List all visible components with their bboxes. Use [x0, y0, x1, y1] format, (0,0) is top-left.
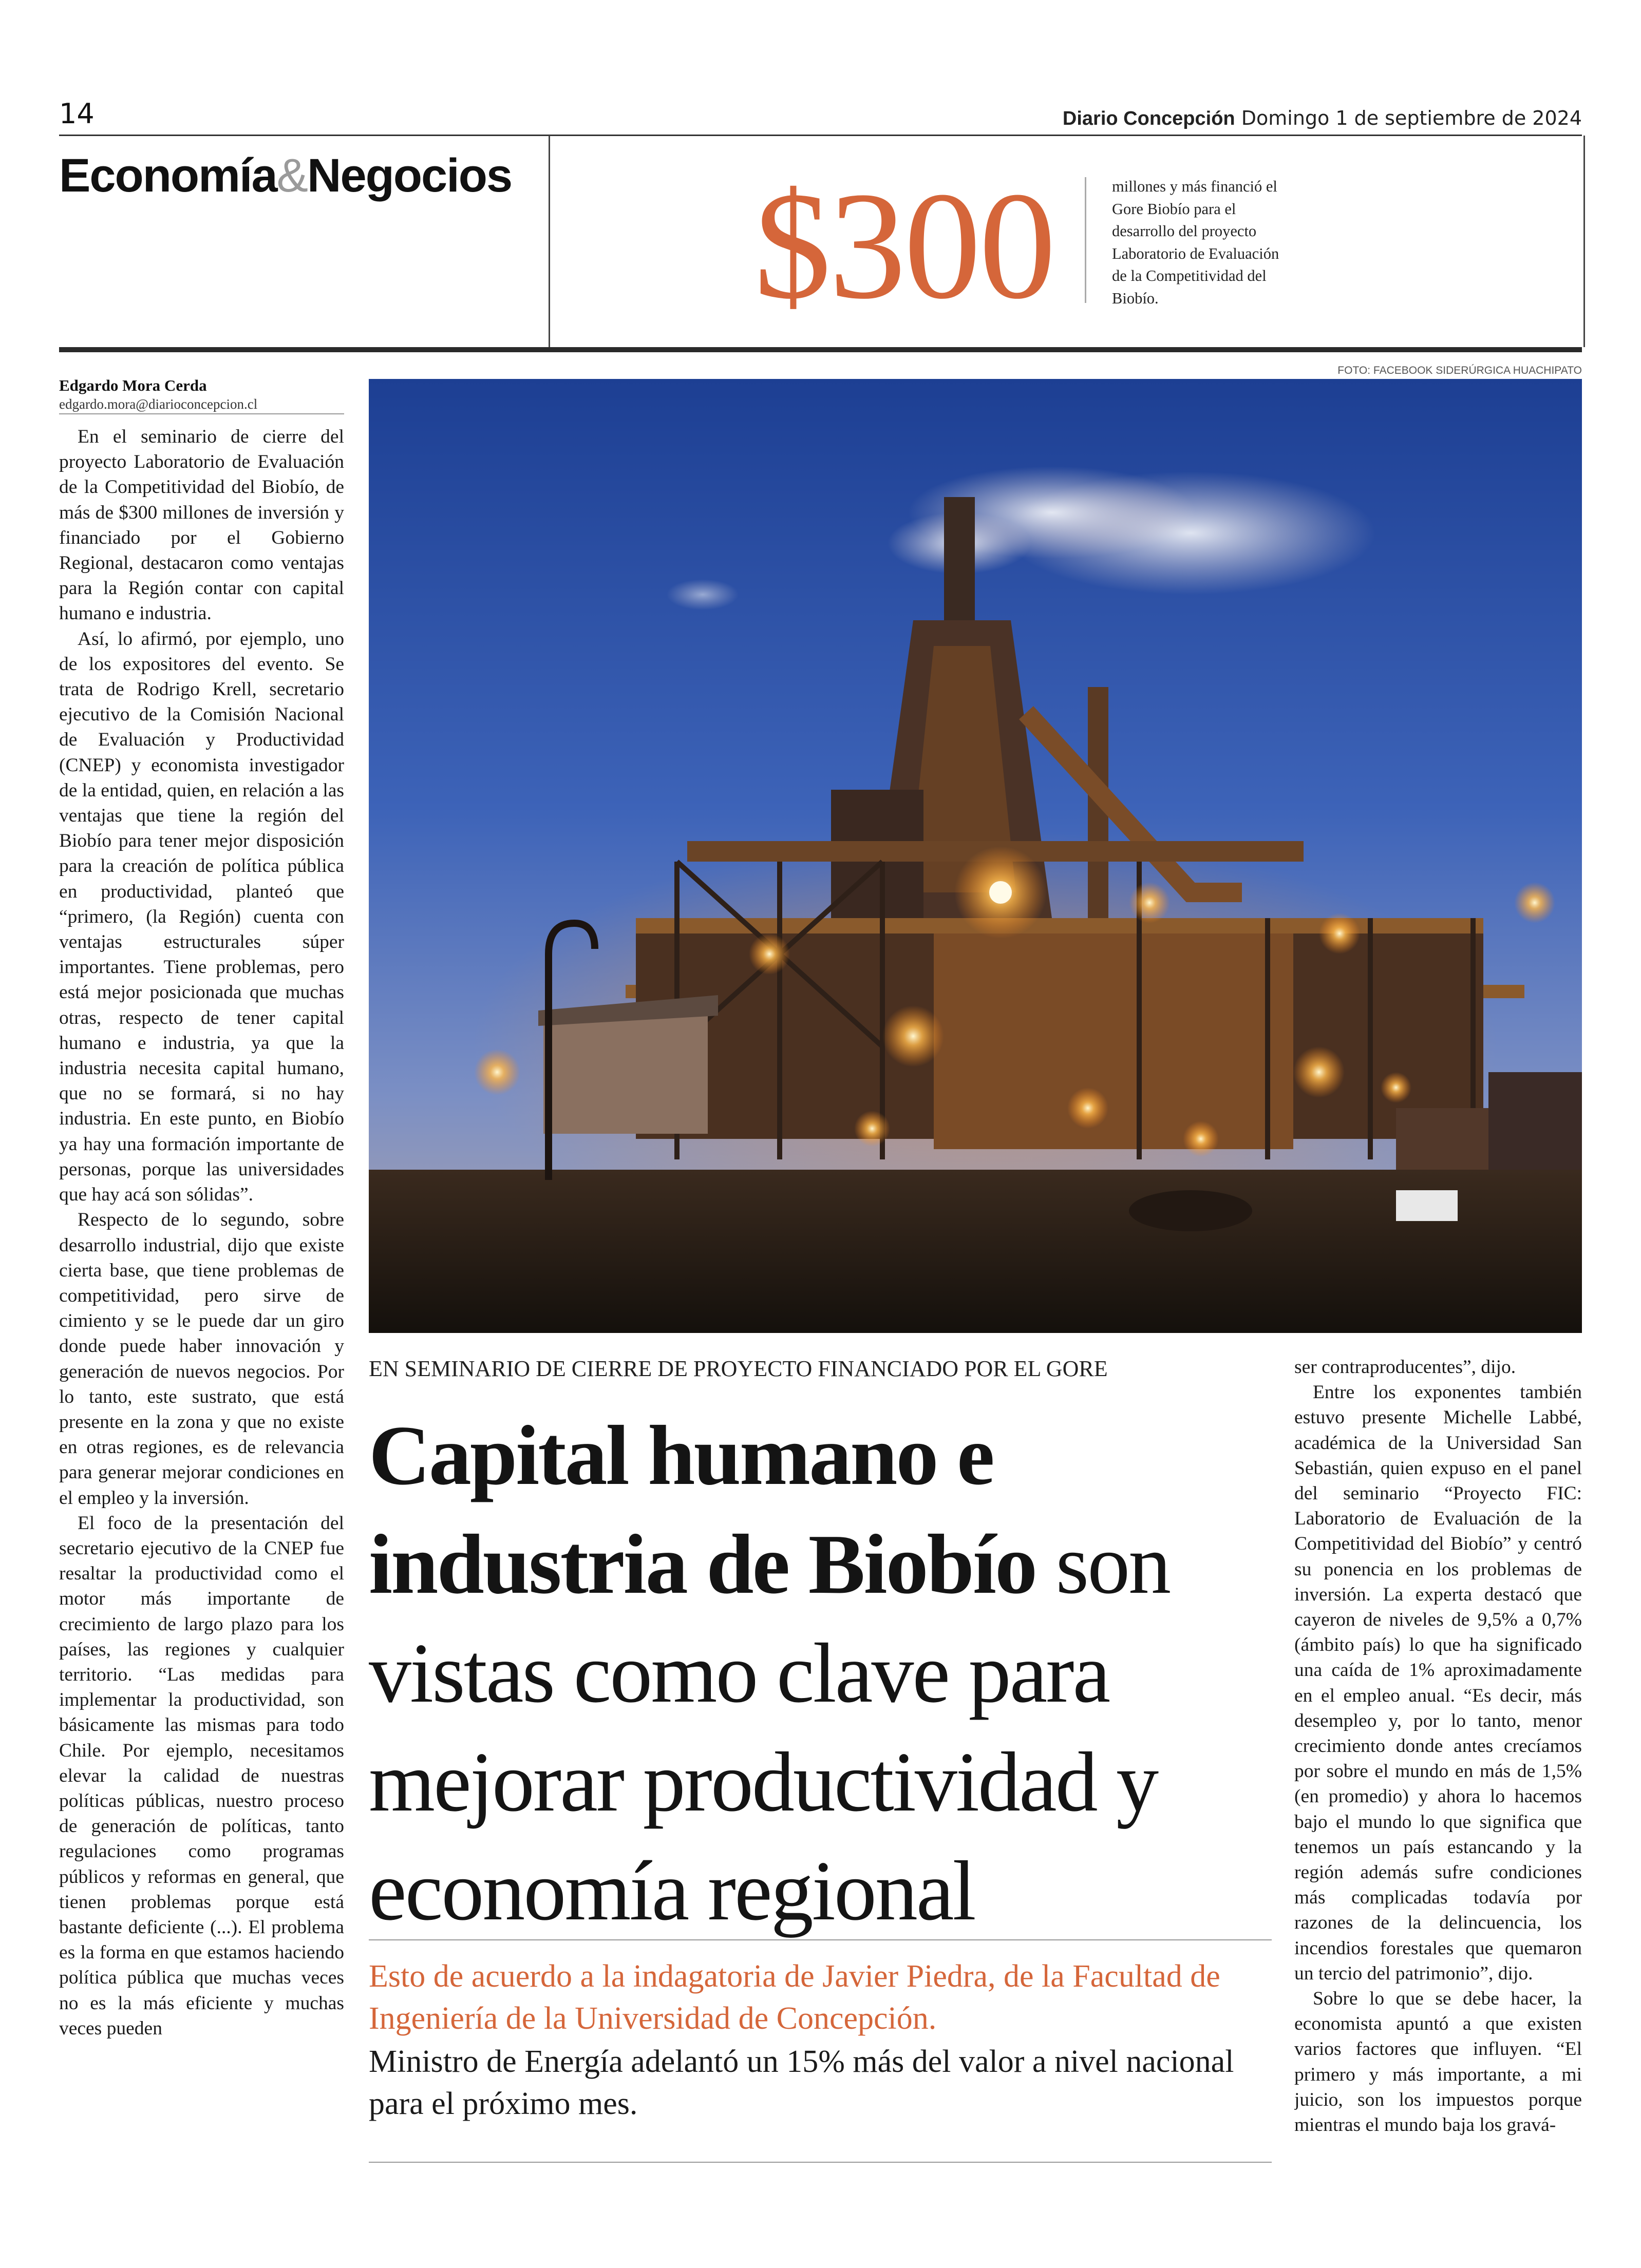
body-paragraph: Así, lo afirmó, por ejemplo, uno de los expositores del evento. Se trata de Rodrigo Krell, secretario ejecutivo de la Comisión Nacional de Evaluación y Productividad (CNEP) y economista investigador de la entidad, quien, en relación a las ventajas que tiene la región del Biobío para tener mejor disposición para la creación de política pública en productividad, planteó que “primero, (la Región) cuenta con ventajas estructurales súper importantes. Tiene problemas, pero está mejor posicionada que muchas otras, respecto de tener capital humano e industria, ya que la industria necesita capital humano, que no se formará, si no hay industria. En este punto, en Biobío ya hay una formación importante de personas, porque las universidades que hay acá son sólidas”. — [59, 628, 344, 1206]
section-title-amp: & — [276, 149, 308, 202]
section-title-part2: Negocios — [307, 149, 512, 202]
body-paragraph: Entre los exponentes también estuvo presente Michelle Labbé, académica de la Universidad San Sebastián, quien expuso en el panel del seminario “Proyecto FIC: Laboratorio de Evaluación de la Competitividad del Biobío” y centró su ponencia en los problemas de inversión. La experta destacó que cayeron de niveles de 9,5% a 0,7% (ámbito país) lo que ha significado una caída de 1% aproximadamente en el empleo anual. “Es decir, más desempleo y, por lo tanto, menor crecimiento donde antes crecíamos por sobre el mundo en más de 1,5% (en promedio) y ahora lo hacemos bajo el mundo lo que significa que tenemos un país estancando y la región además sufre condiciones más complicadas todavía por razones de la delincuencia, los incendios forestales que quemaron un tercio del patrimonio”, dijo. — [1294, 1382, 1582, 1984]
byline-author: Edgardo Mora Cerda — [59, 376, 207, 394]
article-deck: Ministro de Energía adelantó un 15% más del valor a nivel nacional para el próximo mes. — [369, 2044, 1234, 2121]
deck-rule-bottom — [369, 2162, 1272, 2163]
stat-value: $300 — [754, 160, 1054, 331]
body-paragraph: Sobre lo que se debe hacer, la economista apuntó a que existen varios factores que influyen. “El primero y más importante, a mi juicio, son los impuestos porque mientras el mundo baja los gravá- — [1294, 1988, 1582, 2136]
newspaper-name: Diario Concepción — [1062, 108, 1235, 129]
article-headline — [369, 1401, 1283, 1945]
article-kicker: EN SEMINARIO DE CIERRE DE PROYECTO FINANCIADO POR EL GORE — [369, 1356, 1108, 1381]
section-title-part1: Economía — [59, 149, 277, 202]
issue-date: Domingo 1 de septiembre de 2024 — [1241, 107, 1582, 129]
byline-rule — [59, 413, 344, 414]
stat-description: millones y más financió el Gore Biobío para el desarrollo del proyecto Laboratorio de Evaluación de la Competitividad del Biobío. — [1112, 178, 1279, 307]
article-body-right-column — [1294, 1355, 1582, 2166]
headline-light: son vistas como clave para mejorar productividad y economía regional — [369, 1517, 1170, 1938]
headline-bold: Capital humano e industria de Biobío — [369, 1408, 1036, 1611]
article-body-left-column — [59, 424, 344, 2160]
page-number: 14 — [59, 98, 95, 130]
masthead-info — [1063, 107, 1582, 130]
photo-credit: FOTO: FACEBOOK SIDERÚRGICA HUACHIPATO — [1337, 365, 1582, 376]
body-paragraph: El foco de la presentación del secretario ejecutivo de la CNEP fue resaltar la productividad como el motor más importante de crecimiento de largo plazo para los países, las regiones y cualquier territorio. “Las medidas para implementar la productividad, son básicamente las mismas para todo Chile. Por ejemplo, necesitamos elevar la calidad de nuestras políticas públicas, nuestro proceso de generación de políticas, tanto regulaciones como programas públicos y reformas en general, que tienen problemas porque está bastante deficiente (...). El problema es la forma en que estamos haciendo política pública que muchas veces no es la más eficiente y muchas veces pueden — [59, 1512, 344, 2039]
body-paragraph: En el seminario de cierre del proyecto Laboratorio de Evaluación de la Competitividad del Biobío, de más de $300 millones de inversión y financiado por el Gobierno Regional, destacaron como ventajas para la Región contar con capital humano e industria. — [59, 426, 344, 624]
body-paragraph: ser contraproducentes”, dijo. — [1294, 1357, 1516, 1378]
deck-rule-top — [369, 1939, 1272, 1940]
stat-divider — [1085, 177, 1086, 303]
section-title — [59, 149, 512, 203]
body-paragraph: Respecto de lo segundo, sobre desarrollo industrial, dijo que existe cierta base, que tiene problemas de competitividad, pero sirve de cimiento y se le puede dar un giro donde puede haber innovación y generación de nuevos negocios. Por lo tanto, este sustrato, que está presente en la zona y que no existe en otras regiones, es de relevancia para generar mejorar condiciones en el empleo y la inversión. — [59, 1209, 344, 1509]
steel-plant-photo — [369, 379, 1582, 1333]
article-deck-highlight: Esto de acuerdo a la indagatoria de Javier Piedra, de la Facultad de Ingeniería de la Universidad de Concepción. — [369, 1959, 1220, 2036]
header-heavy-rule — [59, 347, 1582, 352]
stat-box — [549, 136, 1585, 347]
byline-email: edgardo.mora@diarioconcepcion.cl — [59, 396, 258, 412]
